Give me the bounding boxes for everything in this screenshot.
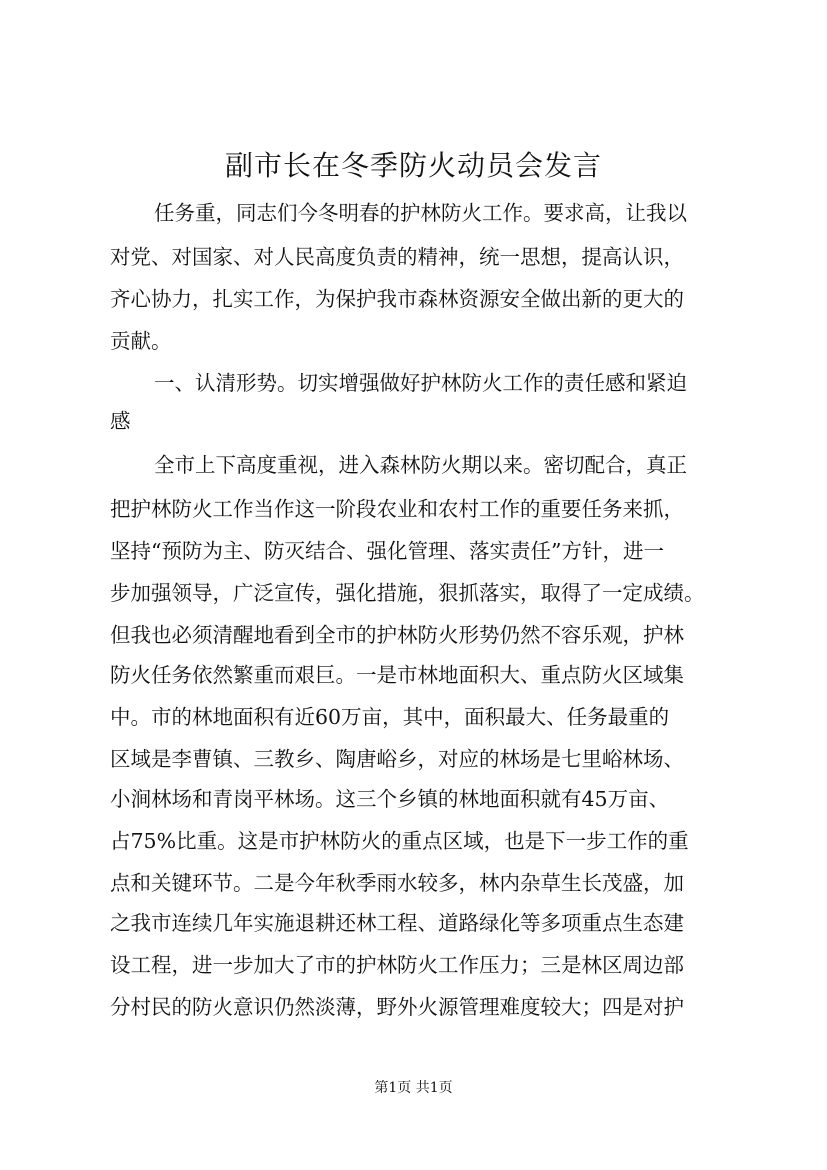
text-line: 分村民的防火意识仍然淡薄，野外火源管理难度较大；四是对护 <box>110 995 684 1019</box>
text-line: 小涧林场和青岗平林场。这三个乡镇的林地面积就有45万亩、 <box>110 787 670 811</box>
text-line: 对党、对国家、对人民高度负责的精神，统一思想，提高认识， <box>110 245 684 269</box>
text-line: 点和关键环节。二是今年秋季雨水较多，林内杂草生长茂盛，加 <box>110 871 684 895</box>
text-line: 感 <box>110 409 131 433</box>
text-line: 坚持“预防为主、防灭结合、强化管理、落实责任”方针，进一 <box>110 539 664 563</box>
text-line: 设工程，进一步加大了市的护林防火工作压力；三是林区周边部 <box>110 953 684 977</box>
text-line: 步加强领导，广泛宣传，强化措施，狠抓落实，取得了一定成绩。 <box>110 581 705 605</box>
text-line: 齐心协力，扎实工作，为保护我市森林资源安全做出新的更大的 <box>110 287 684 311</box>
text-line: 把护林防火工作当作这一阶段农业和农村工作的重要任务来抓， <box>110 497 684 521</box>
document-title: 副市长在冬季防火动员会发言 <box>224 149 602 182</box>
text-line: 防火任务依然繁重而艰巨。一是市林地面积大、重点防火区域集 <box>110 663 684 687</box>
text-line: 区域是李曹镇、三教乡、陶唐峪乡，对应的林场是七里峪林场、 <box>110 747 684 771</box>
page-number-footer: 第1页 共1页 <box>374 1080 453 1096</box>
text-line: 一、认清形势。切实增强做好护林防火工作的责任感和紧迫 <box>154 371 687 395</box>
text-line: 占75%比重。这是市护林防火的重点区域，也是下一步工作的重 <box>110 829 689 853</box>
text-line: 之我市连续几年实施退耕还林工程、道路绿化等多项重点生态建 <box>110 911 684 935</box>
text-line: 中。市的林地面积有近60万亩，其中，面积最大、任务最重的 <box>110 705 670 729</box>
text-line: 全市上下高度重视，进入森林防火期以来。密切配合，真正 <box>154 453 687 477</box>
text-line: 任务重，同志们今冬明春的护林防火工作。要求高，让我以 <box>154 201 687 225</box>
text-line: 贡献。 <box>110 329 172 353</box>
text-line: 但我也必须清醒地看到全市的护林防火形势仍然不容乐观，护林 <box>110 623 684 647</box>
